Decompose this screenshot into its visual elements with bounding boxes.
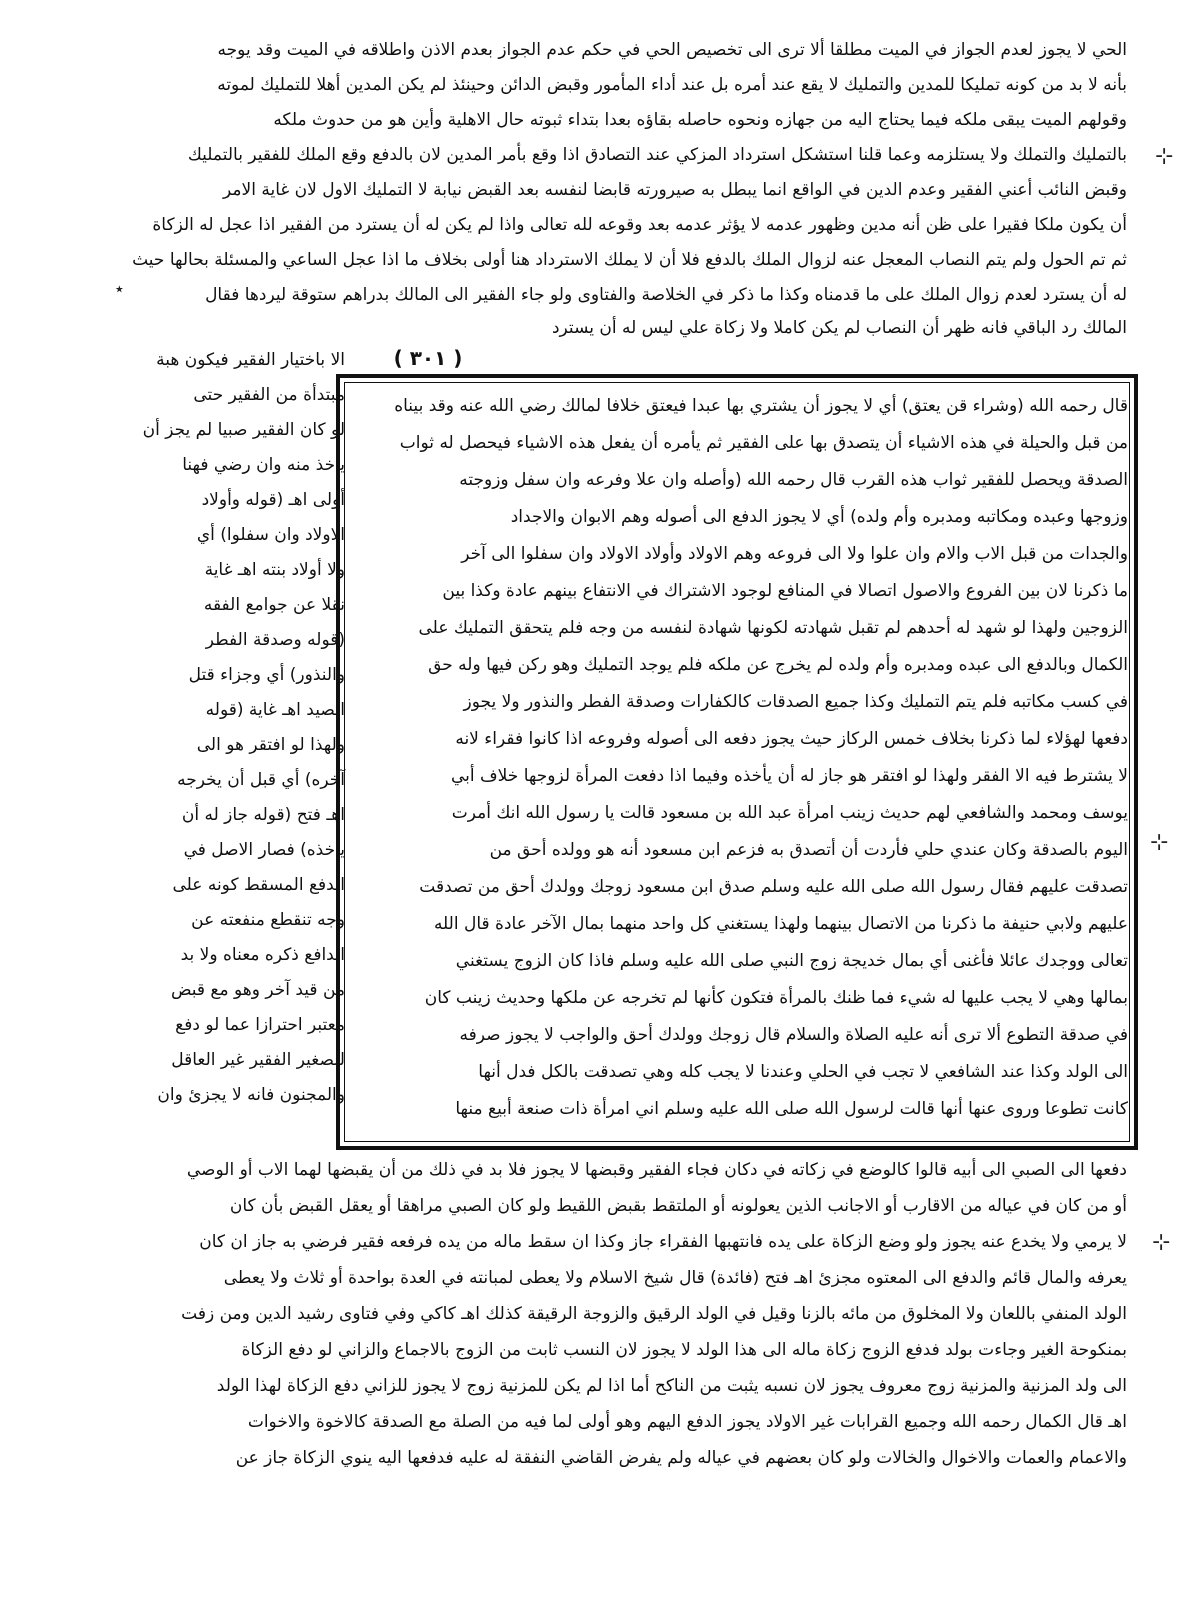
main-line: عليهم ولابي حنيفة ما ذكرنا من الاتصال بينهما ولهذا يستغني كل واحد منهما بمال الآخر عادة قال الله [433, 914, 1128, 934]
side-line: نقلا عن جوامع الفقه [203, 595, 345, 615]
side-line: أولى اهـ (قوله وأولاد [201, 490, 345, 510]
main-line: قال رحمه الله (وشراء قن يعتق) أي لا يجوز أن يشتري بها عبدا فيعتق خلافا لمالك رضي الله عنه وقد بيناه [394, 396, 1128, 416]
bottom-line: الى ولد المزنية والمزنية زوج معروف يجوز لان نسبه يثبت من الناكح أما اذا لم يكن للمزنية زوج لا يجوز للزاني دفع الزكاة لهذا الولد [216, 1376, 1127, 1396]
side-line: معتبر احترازا عما لو دفع [175, 1015, 345, 1035]
main-line: تعالى ووجدك عائلا فأغنى أي بمال خديجة زوج النبي صلى الله عليه وسلم فاذا كان الزوج يستغني [455, 951, 1128, 971]
side-line: من قيد آخر وهو مع قبض [170, 980, 345, 1000]
page-number: ( ٣٠١ ) [393, 346, 463, 370]
bottom-line: دفعها الى الصبي الى أبيه قالوا كالوضع في زكاته في دكان فجاء الفقير وقبضها لا يجوز فلا بد في ذلك من أن يقبضها لهما الاب أو الوصي [186, 1160, 1127, 1180]
bottom-line: يعرفه والمال قائم والدفع الى المعتوه مجزئ اهـ فتح (فائدة) قال شيخ الاسلام ولا يعطى لمبانته في العدة بواحدة أو ثلاث ولا يعطى [223, 1268, 1127, 1288]
main-line: والجدات من قبل الاب والام وان علوا ولا الى فروعه وهم الاولاد وأولاد الاولاد وان سفلوا الى آخر [461, 544, 1128, 564]
side-line: لو كان الفقير صبيا لم يجز أن [142, 420, 345, 440]
bottom-line: لا يرمي ولا يخدع عنه يجوز ولو وضع الزكاة على يده فانتهبها الفقراء جاز وكذا ان سقط ماله من يده فرفعه فقير فرضي به جاز ان كان [199, 1232, 1127, 1252]
top-line-short: المالك رد الباقي فانه ظهر أن النصاب لم يكن كاملا ولا زكاة علي ليس له أن يسترد [551, 318, 1127, 338]
top-line: وقولهم الميت يبقى ملكه فيما يحتاج اليه من جهازه ونحوه حاصله بقاؤه بعدا بتداء ثبوته حال الاهلية وأين هو من حدوث ملكه [273, 110, 1127, 130]
side-line: الدفع المسقط كونه على [172, 875, 345, 895]
side-line: مبتدأة من الفقير حتى [193, 385, 345, 405]
side-line: الصيد اهـ غاية (قوله [205, 700, 345, 720]
side-line: (قوله وصدقة الفطر [205, 630, 345, 650]
margin-mark-icon: ⊹ [1152, 1230, 1171, 1255]
top-line: له أن يسترد لعدم زوال الملك على ما قدمناه وكذا ما ذكر في الخلاصة والفتاوى ولو جاء الفقير الى المالك بدراهم ستوقة ليردها فقال [205, 285, 1127, 305]
side-line: للصغير الفقير غير العاقل [171, 1050, 345, 1070]
main-line: ما ذكرنا لان بين الفروع والاصول اتصالا في المنافع لوجود الاشتراك في الانتفاع بينهم عادة وكذا بين [442, 581, 1128, 601]
main-line: وزوجها وعبده ومكاتبه ومدبره وأم ولده) أي لا يجوز الدفع الى أصوله وهم الابوان والاجداد [510, 507, 1128, 527]
side-line: الا باختيار الفقير فيكون هبة [156, 350, 345, 370]
main-line: بمالها وهي لا يجب عليها له شيء فما ظنك بالمرأة فتكون كأنها لم تخرجه عن ملكها وحديث زينب كان [424, 988, 1128, 1008]
main-line: في كسب مكاتبه فلم يتم التمليك وكذا جميع الصدقات كالكفارات وصدقة الفطر والنذور ولا يجوز [463, 692, 1128, 712]
main-line: في صدقة التطوع ألا ترى أنه عليه الصلاة والسلام قال زوجك وولدك أحق والواجب لا يجوز صرفه [459, 1025, 1128, 1045]
top-line: بأنه لا بد من كونه تمليكا للمدين والتمليك لا يقع عند أمره بل عند أداء المأمور وقبض الدائن وحينئذ لم يكن المدين أهلا للتمليك لموته [217, 75, 1127, 95]
top-line: الحي لا يجوز لعدم الجواز في الميت مطلقا ألا ترى الى تخصيص الحي في حكم عدم الجواز بعدم الاذن واطلاقه في الميت وقد يوجه [217, 40, 1127, 60]
side-line: الدافع ذكره معناه ولا بد [180, 945, 345, 965]
side-line: وجه تنقطع منفعته عن [191, 910, 345, 930]
top-line: وقبض النائب أعني الفقير وعدم الدين في الواقع انما يبطل به صيرورته قابضا لنفسه بعد القبض نيابة لا التمليك الاول لان غاية الامر [223, 180, 1127, 200]
margin-mark-icon: ⊹ [1155, 144, 1174, 169]
margin-mark-icon: ⊹ [1150, 830, 1169, 855]
top-line: أن يكون ملكا فقيرا على ظن أنه مدين وظهور عدمه لا يؤثر عدمه بعد وقوعه لله تعالى واذا لم يكن له أن يسترد من الفقير اذا عجل له الزكاة [152, 215, 1127, 235]
main-line: الصدقة ويحصل للفقير ثواب هذه القرب قال رحمه الله (وأصله وان علا وفرعه وان سفل وزوجته [459, 470, 1128, 490]
main-line: دفعها لهؤلاء لما ذكرنا بخلاف خمس الركاز حيث يجوز دفعه الى أصوله وفروعه اذا كانوا فقراء لانه [455, 729, 1128, 749]
bottom-line: اهـ قال الكمال رحمه الله وجميع القرابات غير الاولاد يجوز الدفع اليهم وهو أولى لما فيه من الصلة مع الصدقة كالاخوة والاخوات [247, 1412, 1127, 1432]
side-line: يأخذ منه وان رضي فهنا [182, 455, 345, 475]
side-line: والمجنون فانه لا يجزئ وان [157, 1085, 345, 1105]
bottom-line: بمنكوحة الغير وجاءت بولد فدفع الزوج زكاة ماله الى هذا الولد لا يجوز لان النسب ثابت من الزوج بالاجماع والزاني لو دفع الزكاة [241, 1340, 1127, 1360]
main-line: تصدقت عليهم فقال رسول الله صلى الله عليه وسلم صدق ابن مسعود زوجك وولدك أحق من تصدقت [419, 877, 1128, 897]
side-line: يأخذه) فصار الاصل في [183, 840, 345, 860]
bottom-line: أو من كان في عياله من الاقارب أو الاجانب الذين يعولونه أو الملتقط بقبض اللقيط ولو كان الصبي مراهقا أو يعقل القبض بأن كان [229, 1196, 1127, 1216]
side-line: الاولاد وان سفلوا) أي [196, 525, 345, 545]
main-line: الزوجين ولهذا لو شهد له أحدهم لم تقبل شهادته لكونها شهادة لنفسه من وجه فلم يتحقق التمليك على [418, 618, 1128, 638]
bottom-line: والاعمام والعمات والاخوال والخالات ولو كان بعضهم في عياله ولم يفرض القاضي النفقة له عليه فدفعها اليه ينوي الزكاة جاز عن [235, 1448, 1127, 1468]
side-line: ولهذا لو افتقر هو الى [196, 735, 345, 755]
side-line: والنذور) أي وجزاء قتل [188, 665, 345, 685]
main-line: يوسف ومحمد والشافعي لهم حديث زينب امرأة عبد الله بن مسعود قالت يا رسول الله انك أمرت [451, 803, 1128, 823]
top-line: ثم تم الحول ولم يتم النصاب المعجل عنه لزوال الملك بالدفع فلا أن لا يملك الاسترداد هنا أولى بخلاف ما اذا عجل الساعي والمسئلة بحالها حيث [132, 250, 1127, 270]
main-line: لا يشترط فيه الا الفقر ولهذا لو افتقر هو جاز له أن يأخذه وفيما اذا دفعت المرأة لزوجها خلاف أبي [451, 766, 1128, 786]
side-line: اهـ فتح (قوله جاز له أن [181, 805, 345, 825]
side-line: ولا أولاد بنته اهـ غاية [204, 560, 345, 580]
main-line: كانت تطوعا وروى عنها أنها قالت لرسول الله صلى الله عليه وسلم اني امرأة ذات صنعة أبيع منها [455, 1099, 1128, 1119]
margin-mark-icon: ٭ [115, 279, 124, 298]
bottom-line: الولد المنفي باللعان ولا المخلوق من مائه بالزنا وقيل في الولد الرقيق والزوجة الرقيقة كذلك اهـ كاكي وفي فتاوى رشيد الدين ومن زفت [181, 1304, 1127, 1324]
main-line: اليوم بالصدقة وكان عندي حلي فأردت أن أتصدق به فزعم ابن مسعود أنه هو وولده أحق من [489, 840, 1128, 860]
main-line: الى الولد وكذا عند الشافعي لا تجب في الحلي وعندنا لا يجب كله وهي تصدقت بالكل فدل أنها [478, 1062, 1128, 1082]
top-line: بالتمليك والتملك ولا يستلزمه وعما قلنا استشكل استرداد المزكي عند التصادق اذا وقع بأمر المدين لان بالدفع وقع الملك للفقير بالتمليك [187, 145, 1127, 165]
main-line: الكمال وبالدفع الى عبده ومدبره وأم ولده لم يخرج عن ملكه فلم يوجد التمليك وهو ركن فيها وله حق [428, 655, 1128, 675]
side-line: آخره) أي قبل أن يخرجه [177, 770, 345, 790]
main-line: من قبل والحيلة في هذه الاشياء أن يتصدق بها على الفقير ثم يأمره أن يفعل هذه الاشياء فيحصل له ثواب [399, 433, 1128, 453]
